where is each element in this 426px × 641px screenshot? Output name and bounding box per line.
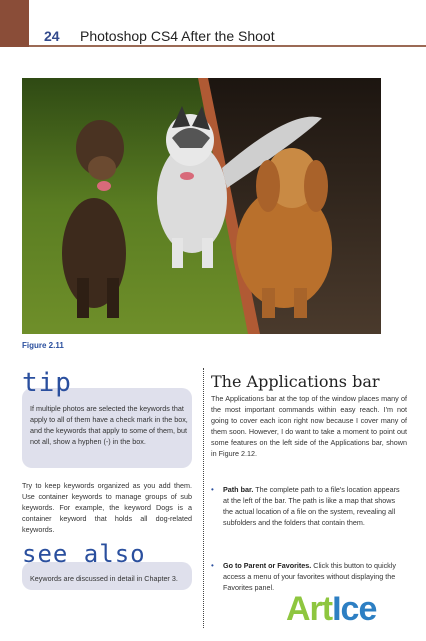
book-title: Photoshop CS4 After the Shoot [80,28,275,44]
section-title: The Applications bar [211,372,380,391]
bullet-term: Go to Parent or Favorites. [223,561,312,570]
tip-heading: tip [22,368,72,398]
bullet-item-go-to-parent [211,560,407,593]
section-body: The Applications bar at the top of the window places many of the most important commands within easy reach. I'm not going to cover each icon right now because I cover many of them soon. However, I do want to take a moment to point out some features on the left side of the Applications bar, shown in Figure 2.12. [211,394,407,458]
tip-text: If multiple photos are selected the keywords that apply to all of them have a check mark in the box, and the keywords that apply to some of them, but not all, show a hyphen (-) in the box. [30,404,188,446]
column-divider [203,368,204,628]
bullet-text: The complete path to a file's location appears at the left of the bar. The path is like a map that shows the actual location of a file on the system, revealing all subfolders and the folders that contain them. [223,485,400,527]
dogs-photo-illustration [22,78,381,334]
header-tab [0,0,29,47]
bullet-dot-icon: • [211,561,214,570]
dogs-photo [22,78,381,334]
see-also-text: Keywords are discussed in detail in Chapter 3. [30,574,178,583]
bullet-item-path-bar [211,484,407,528]
see-also-heading: see also [22,540,146,568]
header-rule [29,45,426,47]
bullet-dot-icon: • [211,485,214,494]
bullet-text: Click this button to quickly access a menu of your favorites without displaying the Favorites panel. [223,561,396,592]
page-number: 24 [44,28,60,44]
figure-caption: Figure 2.11 [22,341,64,350]
bullet-term: Path bar. [223,485,254,494]
left-body-paragraph: Try to keep keywords organized as you add them. Use container keywords to manage groups of sub keywords. For example, the keyword Dogs is a container keyword that holds all dog-related keywords. [22,481,192,534]
watermark-part-1: Art [286,590,333,628]
watermark-part-2: Ice [332,590,377,628]
watermark-logo [286,590,376,629]
